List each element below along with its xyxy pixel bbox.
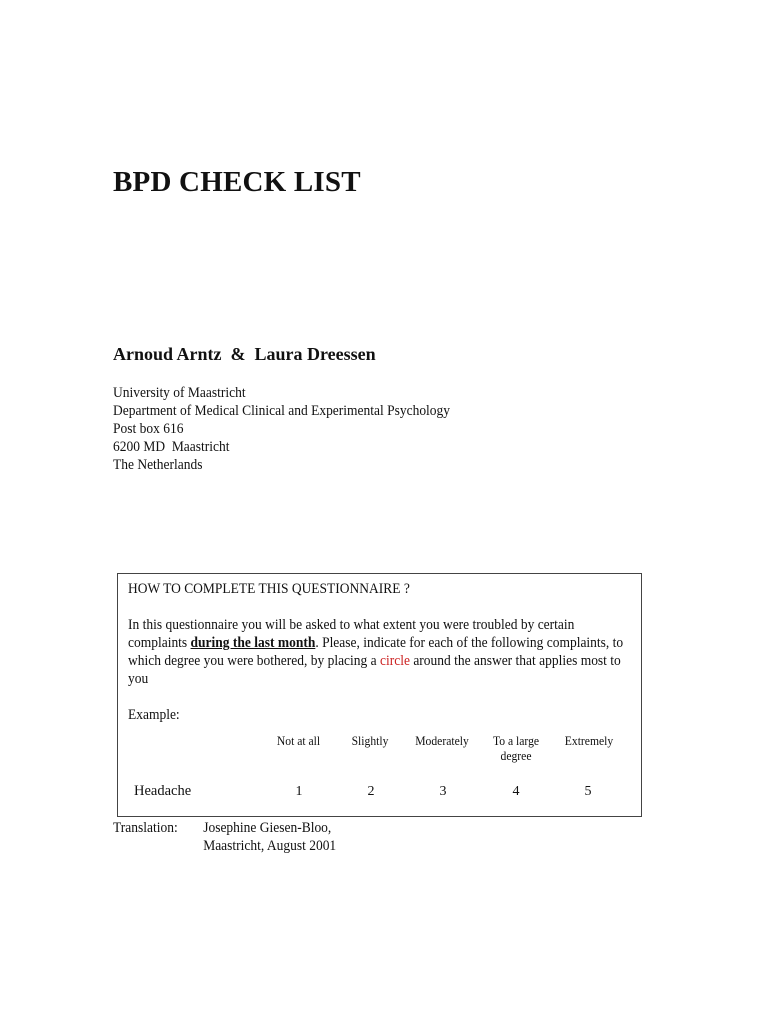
instructions-text: around the answer that applies most to you (128, 653, 621, 687)
instructions-text: . Please, indicate for each of the following complaints, to which degree you were bothered, by placing a (128, 635, 624, 669)
translation-place-date: Maastricht, August 2001 (203, 838, 337, 854)
instructions-box (117, 573, 642, 817)
scale-label-slightly: Slightly (351, 734, 389, 748)
scale-label-moderately: Moderately (415, 734, 469, 748)
affiliation-line: 6200 MD Maastricht (113, 439, 230, 455)
instructions-paragraph (128, 616, 630, 688)
affiliation-line: Department of Medical Clinical and Experimental Psychology (113, 403, 451, 419)
example-item-label: Headache (134, 783, 192, 799)
affiliation-block (113, 384, 450, 474)
instructions-heading: HOW TO COMPLETE THIS QUESTIONNAIRE ? (128, 581, 410, 597)
affiliation-line: Post box 616 (113, 421, 184, 437)
affiliation-line: University of Maastricht (113, 385, 246, 401)
instructions-text: In this questionnaire you will be asked to what extent you were troubled by certain complaints (128, 617, 575, 651)
scale-label-not-at-all: Not at all (276, 734, 321, 748)
document-title: BPD CHECK LIST (113, 166, 361, 198)
scale-value-5: 5 (584, 784, 592, 799)
example-label: Example: (128, 707, 180, 723)
scale-value-2: 2 (367, 784, 375, 799)
translator-name: Josephine Giesen-Bloo, (203, 820, 332, 836)
scale-label-extremely: Extremely (564, 734, 614, 748)
emphasis-text: during the last month (190, 635, 316, 651)
scale-value-1: 1 (295, 784, 303, 799)
scale-value-4: 4 (512, 784, 520, 799)
circle-word: circle (380, 653, 410, 669)
affiliation-line: The Netherlands (113, 457, 203, 473)
scale-value-3: 3 (439, 784, 447, 799)
scale-label-to-a-large-degree: To a large degree (492, 734, 540, 763)
translation-label: Translation: (113, 820, 178, 836)
authors: Arnoud Arntz & Laura Dreessen (113, 344, 376, 364)
